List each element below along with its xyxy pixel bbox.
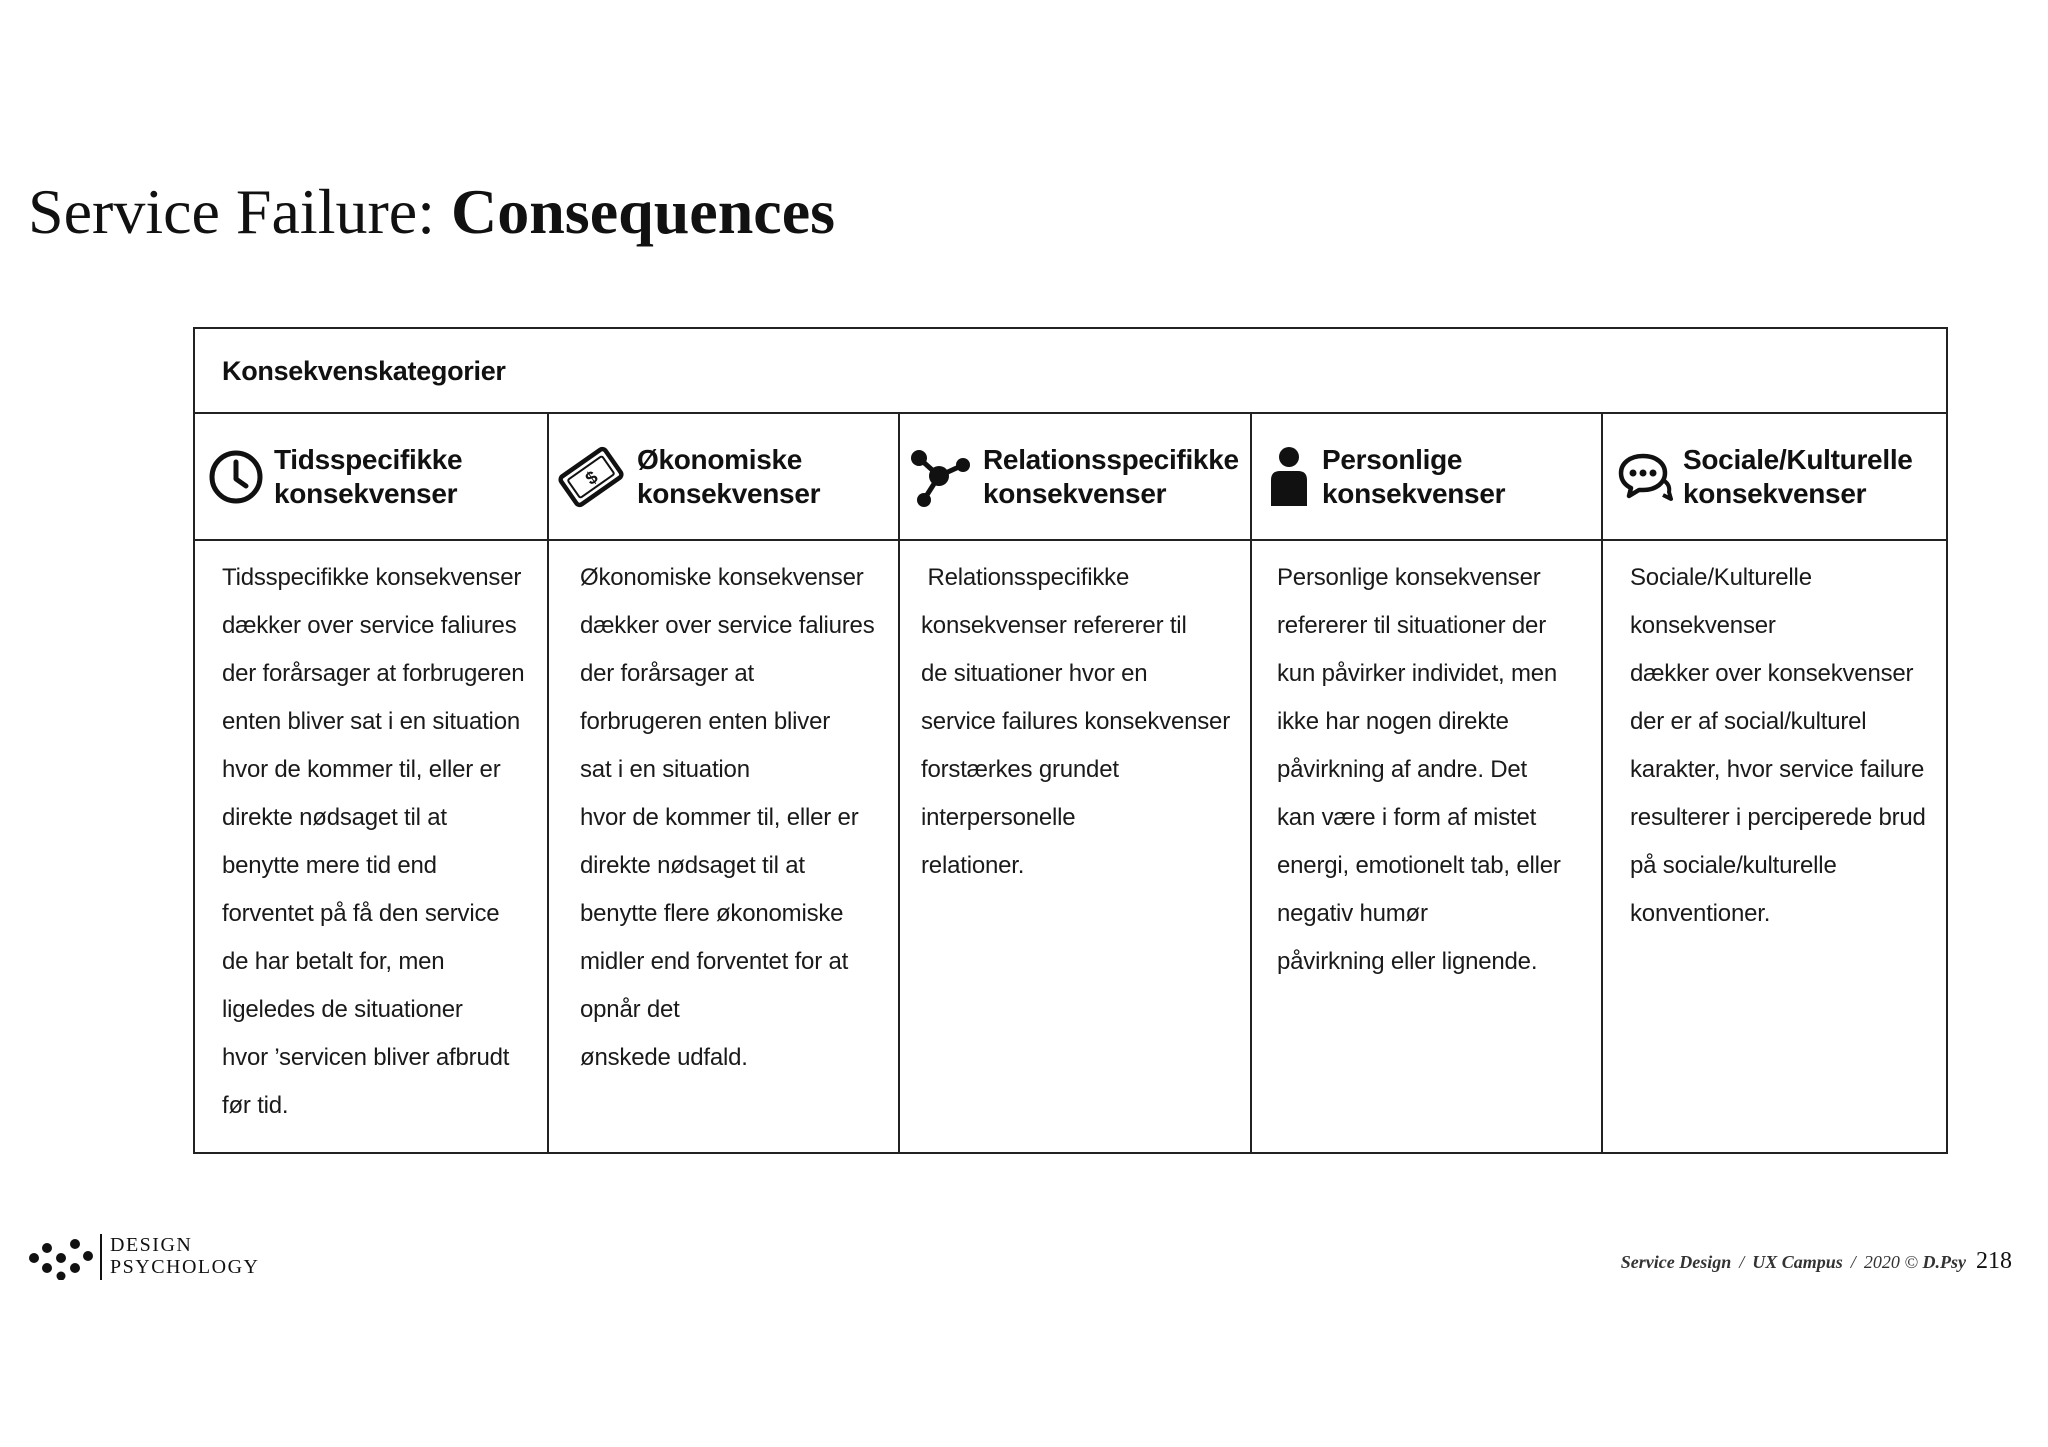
heading-line: konsekvenser <box>1683 478 1867 509</box>
footer-author: D.Psy <box>1922 1252 1966 1272</box>
money-bill-icon <box>556 442 626 512</box>
heading-line: konsekvenser <box>274 478 458 509</box>
body-line: kun påvirker individet, men <box>1277 660 1558 687</box>
body-line: påvirkning af andre. Det <box>1277 756 1528 783</box>
body-line: påvirkning eller lignende. <box>1277 948 1538 975</box>
body-line: midler end forventet for at <box>580 948 849 975</box>
body-line: hvor de kommer til, eller er <box>580 804 859 831</box>
body-line: Økonomiske konsekvenser <box>580 564 864 591</box>
footer-separator: / <box>1850 1252 1856 1272</box>
body-line: benytte mere tid end <box>222 852 437 879</box>
body-line: Tidsspecifikke konsekvenser <box>222 564 522 591</box>
body-line: dækker over konsekvenser <box>1630 660 1914 687</box>
page-number: 218 <box>1976 1248 2012 1274</box>
body-line: ligeledes de situationer <box>222 996 463 1023</box>
body-line: konsekvenser refererer til <box>921 612 1187 639</box>
body-line: service failures konsekvenser <box>921 708 1231 735</box>
body-line: konsekvenser <box>1630 612 1776 639</box>
logo-divider <box>100 1234 102 1280</box>
column-personal <box>1250 414 1601 1154</box>
column-time-specific <box>195 414 547 1154</box>
design-psychology-logo <box>28 1232 288 1282</box>
body-line: resulterer i perciperede brud <box>1630 804 1926 831</box>
body-line: ønskede udfald. <box>580 1044 748 1071</box>
heading-line: konsekvenser <box>983 478 1167 509</box>
logo-line-psychology: PSYCHOLOGY <box>110 1256 260 1278</box>
heading-line: Personlige <box>1322 444 1463 475</box>
column-body <box>900 541 1271 890</box>
heading-line: Tidsspecifikke <box>274 444 463 475</box>
table-title: Konsekvenskategorier <box>222 356 506 386</box>
footer-course: Service Design <box>1620 1252 1732 1272</box>
logo-text <box>110 1234 259 1278</box>
body-line: sat i en situation <box>580 756 750 783</box>
body-line: Personlige konsekvenser <box>1277 564 1541 591</box>
column-header <box>1603 414 1946 541</box>
footer-campus: UX Campus <box>1752 1252 1843 1272</box>
slide-title <box>28 172 835 252</box>
column-body <box>195 541 574 1130</box>
body-line: enten bliver sat i en situation <box>222 708 520 735</box>
column-header <box>900 414 1250 541</box>
footer-year: 2020 © <box>1863 1252 1918 1272</box>
body-line: Relationsspecifikke <box>921 564 1130 591</box>
body-line: karakter, hvor service failure <box>1630 756 1925 783</box>
body-line: de situationer hvor en <box>921 660 1148 687</box>
chat-bubbles-icon <box>1617 442 1673 512</box>
body-line: før tid. <box>222 1092 289 1119</box>
body-line: ikke har nogen direkte <box>1277 708 1509 735</box>
logo-dots-icon <box>28 1236 94 1280</box>
clock-icon <box>205 442 267 512</box>
body-line: der er af social/kulturel <box>1630 708 1867 735</box>
title-regular: Service Failure: <box>28 176 451 247</box>
body-line: dækker over service faliures <box>222 612 517 639</box>
table-title-row <box>195 329 1946 414</box>
column-relation-specific <box>898 414 1250 1154</box>
body-line: dækker over service faliures <box>580 612 875 639</box>
body-line: Sociale/Kulturelle <box>1630 564 1812 591</box>
body-line: direkte nødsaget til at <box>580 852 805 879</box>
title-bold: Consequences <box>450 176 835 247</box>
network-nodes-icon <box>907 442 973 512</box>
body-line: forventet på få den service <box>222 900 500 927</box>
body-line: benytte flere økonomiske <box>580 900 844 927</box>
footer-separator: / <box>1739 1252 1745 1272</box>
column-heading <box>983 443 1239 511</box>
body-line: de har betalt for, men <box>222 948 445 975</box>
logo-line-design: DESIGN <box>110 1234 193 1256</box>
body-line: på sociale/kulturelle <box>1630 852 1837 879</box>
heading-line: Økonomiske <box>637 444 803 475</box>
column-social-cultural <box>1601 414 1946 1154</box>
column-header <box>1252 414 1601 541</box>
column-economic <box>547 414 898 1154</box>
column-body <box>1252 541 1626 986</box>
body-line: forbrugeren enten bliver <box>580 708 831 735</box>
column-body <box>549 541 929 1082</box>
consequence-categories-table <box>193 327 1948 1154</box>
heading-line: konsekvenser <box>1322 478 1506 509</box>
column-header <box>549 414 898 541</box>
body-line: refererer til situationer der <box>1277 612 1546 639</box>
column-body <box>1603 541 1973 938</box>
body-line: forstærkes grundet <box>921 756 1119 783</box>
body-line: der forårsager at <box>580 660 755 687</box>
heading-line: Sociale/Kulturelle <box>1683 444 1913 475</box>
heading-line: konsekvenser <box>637 478 821 509</box>
body-line: interpersonelle <box>921 804 1076 831</box>
column-header <box>195 414 547 541</box>
column-heading <box>1683 443 1913 511</box>
body-line: hvor ’servicen bliver afbrudt <box>222 1044 510 1071</box>
column-heading <box>1322 443 1505 511</box>
body-line: kan være i form af mistet <box>1277 804 1537 831</box>
svg-text:$: $ <box>581 466 602 489</box>
slide-footer <box>1621 1248 2012 1275</box>
body-line: konventioner. <box>1630 900 1771 927</box>
column-heading <box>274 443 462 511</box>
heading-line: Relationsspecifikke <box>983 444 1239 475</box>
person-icon <box>1267 442 1311 512</box>
body-line: direkte nødsaget til at <box>222 804 447 831</box>
column-heading <box>637 443 820 511</box>
body-line: relationer. <box>921 852 1025 879</box>
body-line: energi, emotionelt tab, eller <box>1277 852 1561 879</box>
body-line: hvor de kommer til, eller er <box>222 756 501 783</box>
body-line: opnår det <box>580 996 680 1023</box>
body-line: der forårsager at forbrugeren <box>222 660 525 687</box>
body-line: negativ humør <box>1277 900 1428 927</box>
